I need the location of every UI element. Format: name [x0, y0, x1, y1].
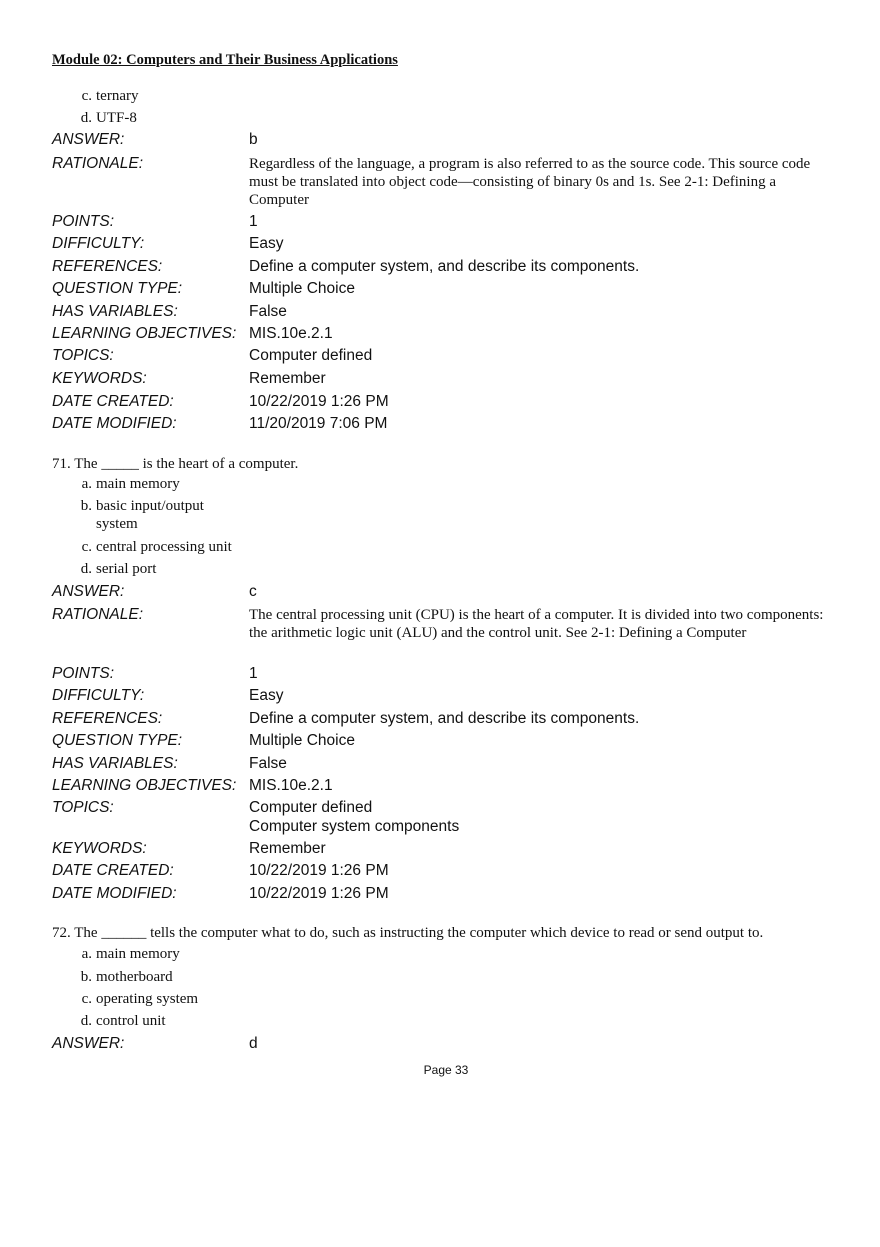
q71-answer-label: ANSWER:: [52, 583, 125, 600]
q70-rationale-label: RATIONALE:: [52, 155, 144, 172]
q71-topics-label: TOPICS:: [52, 799, 114, 816]
q72-option-a: a. main memory: [81, 946, 180, 962]
q70-references-value: Define a computer system, and describe its components.: [249, 258, 640, 275]
q72-blank: ______: [101, 925, 147, 941]
q71-date-created-label: DATE CREATED:: [52, 862, 174, 879]
q71-has-variables-value: False: [249, 755, 287, 772]
q71-rationale-label: RATIONALE:: [52, 606, 144, 623]
q70-difficulty-value: Easy: [249, 235, 284, 252]
q70-topics-value: Computer defined: [249, 347, 373, 364]
q71-stem-after: is the heart of a computer.: [142, 456, 299, 472]
q71-keywords-label: KEYWORDS:: [52, 840, 147, 857]
q71-rationale-text: The central processing unit (CPU) is the heart of a computer. It is divided into two components: the arithmetic logic unit (ALU) and the control unit. See 2-1: Defining a Computer: [249, 607, 824, 641]
q70-points-label: POINTS:: [52, 213, 115, 230]
q71-points-value: 1: [249, 665, 258, 682]
q72-option-c: c. operating system: [81, 991, 199, 1007]
q71-has-variables-label: HAS VARIABLES:: [52, 755, 178, 772]
q70-answer-value: b: [249, 131, 258, 148]
q70-option-d: d. UTF-8: [80, 110, 137, 126]
q70-topics-label: TOPICS:: [52, 347, 114, 364]
q71-stem-before: The: [74, 456, 98, 472]
q70-difficulty-label: DIFFICULTY:: [52, 235, 145, 252]
q70-rationale-text: Regardless of the language, a program is also referred to as the source code. This source code must be translated into object code—consisting of binary 0s and 1s. See 2-1: Defining a Computer: [249, 156, 811, 208]
q71-stem: [52, 455, 298, 473]
q70-references-label: REFERENCES:: [52, 258, 163, 275]
q71-option-a: a. main memory: [81, 476, 180, 492]
q72-stem: [52, 924, 763, 942]
q71-learning-objectives-label: LEARNING OBJECTIVES:: [52, 777, 237, 794]
module-header: Module 02: Computers and Their Business Applications: [52, 52, 398, 68]
q71-date-created-value: 10/22/2019 1:26 PM: [249, 862, 389, 879]
q71-answer-value: c: [249, 583, 257, 600]
page-number: Page 33: [423, 1063, 469, 1077]
q70-option-c: c. ternary: [81, 88, 139, 104]
q71-question-type-label: QUESTION TYPE:: [52, 732, 183, 749]
q71-date-modified-value: 10/22/2019 1:26 PM: [249, 885, 389, 902]
q71-keywords-value: Remember: [249, 840, 326, 857]
q72-answer-value: d: [249, 1035, 258, 1052]
q72-option-d: d. control unit: [80, 1013, 166, 1029]
q71-date-modified-label: DATE MODIFIED:: [52, 885, 177, 902]
q71-option-b: b. basic input/output system: [80, 498, 204, 532]
q72-stem-after: tells the computer what to do, such as instructing the computer which device to read or send output to.: [150, 925, 764, 941]
q71-option-c: c. central processing unit: [81, 539, 232, 555]
page-footer: [0, 1063, 880, 1077]
q71-question-type-value: Multiple Choice: [249, 732, 355, 749]
q70-question-type-value: Multiple Choice: [249, 280, 355, 297]
q70-has-variables-label: HAS VARIABLES:: [52, 303, 178, 320]
q72-number: 72.: [52, 925, 71, 941]
q70-keywords-value: Remember: [249, 370, 326, 387]
q71-references-value: Define a computer system, and describe its components.: [249, 710, 640, 727]
q70-has-variables-value: False: [249, 303, 287, 320]
q71-points-label: POINTS:: [52, 665, 115, 682]
q71-learning-objectives-value: MIS.10e.2.1: [249, 777, 333, 794]
q71-difficulty-value: Easy: [249, 687, 284, 704]
q72-answer-label: ANSWER:: [52, 1035, 125, 1052]
q70-date-modified-value: 11/20/2019 7:06 PM: [249, 415, 388, 432]
q71-topic-1: Computer defined: [249, 799, 373, 816]
q70-learning-objectives-value: MIS.10e.2.1: [249, 325, 333, 342]
q70-points-value: 1: [249, 213, 258, 230]
q72-option-b: b. motherboard: [80, 969, 173, 985]
q71-references-label: REFERENCES:: [52, 710, 163, 727]
q70-answer-label: ANSWER:: [52, 131, 125, 148]
q72-stem-before: The: [74, 925, 98, 941]
q71-difficulty-label: DIFFICULTY:: [52, 687, 145, 704]
q70-learning-objectives-label: LEARNING OBJECTIVES:: [52, 325, 237, 342]
q71-blank: _____: [101, 456, 139, 472]
q71-topic-2: Computer system components: [249, 818, 460, 835]
q70-keywords-label: KEYWORDS:: [52, 370, 147, 387]
q70-date-created-value: 10/22/2019 1:26 PM: [249, 393, 389, 410]
q70-date-modified-label: DATE MODIFIED:: [52, 415, 177, 432]
q70-date-created-label: DATE CREATED:: [52, 393, 174, 410]
q71-option-d: d. serial port: [80, 561, 157, 577]
q71-number: 71.: [52, 456, 71, 472]
q70-question-type-label: QUESTION TYPE:: [52, 280, 183, 297]
